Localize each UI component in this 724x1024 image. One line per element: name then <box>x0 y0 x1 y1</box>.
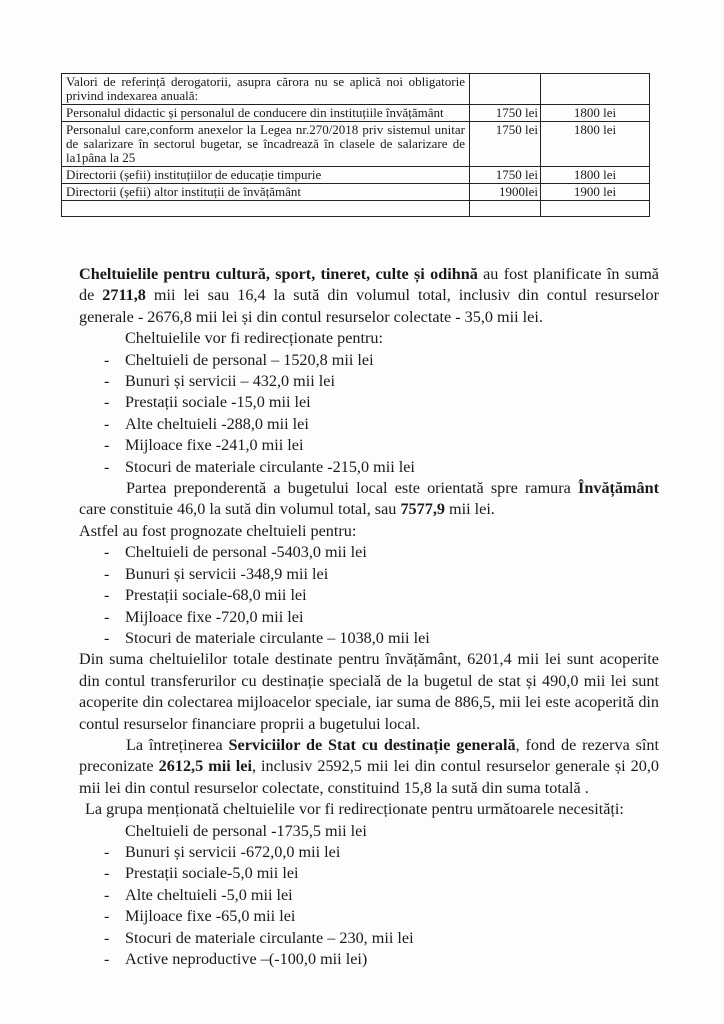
table-cell-value <box>470 74 541 105</box>
table-cell-value: 1750 lei <box>470 105 541 122</box>
culture-text: au fost planificate în sumă de <box>79 265 659 305</box>
table-cell-value <box>541 201 650 217</box>
reference-values-table <box>61 73 650 217</box>
table-row <box>62 105 650 122</box>
list-item: - Cheltuieli de personal – 1520,8 mii lei <box>79 350 659 371</box>
education-paragraph <box>79 478 659 521</box>
education-text: Partea preponderentă a bugetului local este orientată spre ramura <box>126 479 579 498</box>
list-item: - Mijloace fixe -720,0 mii lei <box>79 607 659 628</box>
table-cell-label <box>62 201 470 217</box>
education-intro: Astfel au fost prognozate cheltuieli pentru: <box>79 521 357 540</box>
table-cell-value: 1800 lei <box>541 122 650 167</box>
list-item: - Mijloace fixe -241,0 mii lei <box>79 435 659 456</box>
education-text: care constituie 46,0 la sută din volumul total, sau <box>79 500 401 519</box>
culture-paragraph <box>79 264 659 328</box>
list-item: - Alte cheltuieli -5,0 mii lei <box>79 885 659 906</box>
culture-expense-list <box>79 350 659 478</box>
list-item: - Bunuri și servicii -348,9 mii lei <box>79 564 659 585</box>
table-cell-label: Personalul care,conform anexelor la Legea nr.270/2018 priv sistemul unitar de salarizare în sectorul bugetar, se încadrează în clasele de salarizare de la1pâna la 25 <box>62 122 470 167</box>
state-services-amount: 2612,5 mii lei <box>158 757 252 776</box>
state-services-text: La întreținerea <box>126 735 229 754</box>
list-item: - Stocuri de materiale circulante -215,0 mii lei <box>79 457 659 478</box>
table-row <box>62 74 650 105</box>
state-services-title: Serviciilor de Stat cu destinație generală <box>228 735 516 754</box>
table-cell-label: Directorii (șefii) instituțiilor de educație timpurie <box>62 167 470 184</box>
table-cell-value: 1900lei <box>470 184 541 201</box>
table-cell-label: Directorii (șefii) altor instituții de învățământ <box>62 184 470 201</box>
table-row <box>62 122 650 167</box>
list-item: - Stocuri de materiale circulante – 1038,0 mii lei <box>79 628 659 649</box>
list-item: - Bunuri și servicii -672,0,0 mii lei <box>79 842 659 863</box>
table-cell-label: Valori de referință derogatorii, asupra cărora nu se aplică noi obligatorie privind indexarea anuală: <box>62 74 470 105</box>
table-cell-value: 1750 lei <box>470 167 541 184</box>
table-cell-value: 1750 lei <box>470 122 541 167</box>
education-text: mii lei. <box>444 500 495 519</box>
table-cell-value <box>470 201 541 217</box>
culture-section <box>79 264 659 970</box>
education-expense-list <box>79 542 659 649</box>
state-services-text: , fond de rezerva sînt preconizate <box>79 735 659 776</box>
culture-title: Cheltuielile pentru cultură, sport, tineret, culte și odihnă <box>79 265 478 283</box>
state-services-text: , inclusiv 2592,5 mii lei din contul resurselor generale și 20,0 mii lei din contul resurselor colectate, constituind 15,8 la sută din suma totală . <box>79 757 660 797</box>
table-cell-value: 1900 lei <box>541 184 650 201</box>
education-amount: 7577,9 <box>400 500 445 519</box>
table-cell-label: Personalul didactic și personalul de conducere din instituțiile învățământ <box>62 105 470 122</box>
list-item: - Active neproductive –(-100,0 mii lei) <box>79 949 659 970</box>
culture-amount: 2711,8 <box>102 286 146 305</box>
list-item: - Cheltuieli de personal -5403,0 mii lei <box>79 542 659 563</box>
table-row <box>62 167 650 184</box>
education-funding-paragraph: Din suma cheltuielilor totale destinate pentru învățământ, 6201,4 mii lei sunt acoperite din contul transferurilor cu destinație specială de la bugetul de stat și 490,0 mii lei sunt acoperite din colectarea mijloacelor speciale, iar suma de 886,5, mii lei este acoperită din contul resurselor financiare proprii a bugetului local. <box>79 650 659 733</box>
state-services-paragraph <box>79 735 659 799</box>
list-item: - Prestații sociale-5,0 mii lei <box>79 863 659 884</box>
list-item: - Stocuri de materiale circulante – 230, mii lei <box>79 928 659 949</box>
table-row-empty <box>62 201 650 217</box>
culture-text: mii lei sau 16,4 la sută din volumul total, inclusiv din contul resurselor generale - 2676,8 mii lei și din contul resurselor colectate - 35,0 mii lei. <box>79 286 659 326</box>
list-item: - Alte cheltuieli -288,0 mii lei <box>79 414 659 435</box>
list-item: - Mijloace fixe -65,0 mii lei <box>79 906 659 927</box>
state-services-first-item: Cheltuieli de personal -1735,5 mii lei <box>125 821 367 840</box>
culture-intro: Cheltuielile vor fi redirecționate pentru: <box>125 329 384 348</box>
list-item: - Bunuri și servicii – 432,0 mii lei <box>79 371 659 392</box>
education-branch: Învățământ <box>578 479 659 498</box>
table-cell-value: 1800 lei <box>541 105 650 122</box>
state-services-expense-list <box>79 842 659 970</box>
list-item: - Prestații sociale-68,0 mii lei <box>79 585 659 606</box>
list-item: - Prestații sociale -15,0 mii lei <box>79 392 659 413</box>
state-services-intro: La grupa menționată cheltuielile vor fi redirecționate pentru următoarele necesități: <box>85 800 624 819</box>
table-cell-value <box>541 74 650 105</box>
table-row <box>62 184 650 201</box>
table-cell-value: 1800 lei <box>541 167 650 184</box>
